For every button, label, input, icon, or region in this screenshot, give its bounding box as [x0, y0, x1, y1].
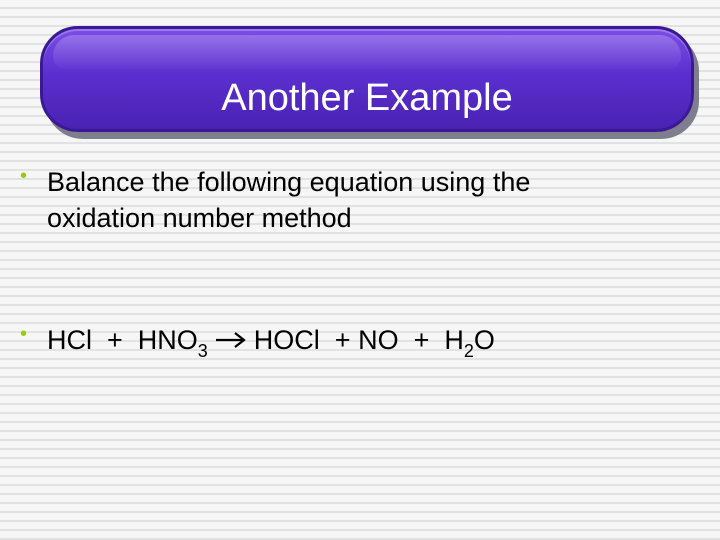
bullet-dot-icon: •: [20, 323, 28, 345]
subscript-3: 3: [197, 341, 208, 361]
equation-products-tail: O: [473, 325, 495, 355]
equation-reactants: HCl + HNO: [47, 325, 198, 355]
right-arrow-icon: [214, 331, 248, 349]
bullet-text: Balance the following equation using the oxidation number method: [47, 167, 531, 233]
chemical-equation: [47, 322, 640, 361]
bullet-item-equation: [20, 322, 640, 361]
bullet-dot-icon: •: [20, 165, 28, 187]
subscript-2: 2: [463, 341, 474, 361]
equation-products: HOCl + NO + H: [253, 325, 464, 355]
slide-title: Another Example: [221, 77, 513, 119]
bullet-item-instruction: [20, 164, 640, 236]
title-banner: [40, 26, 694, 132]
